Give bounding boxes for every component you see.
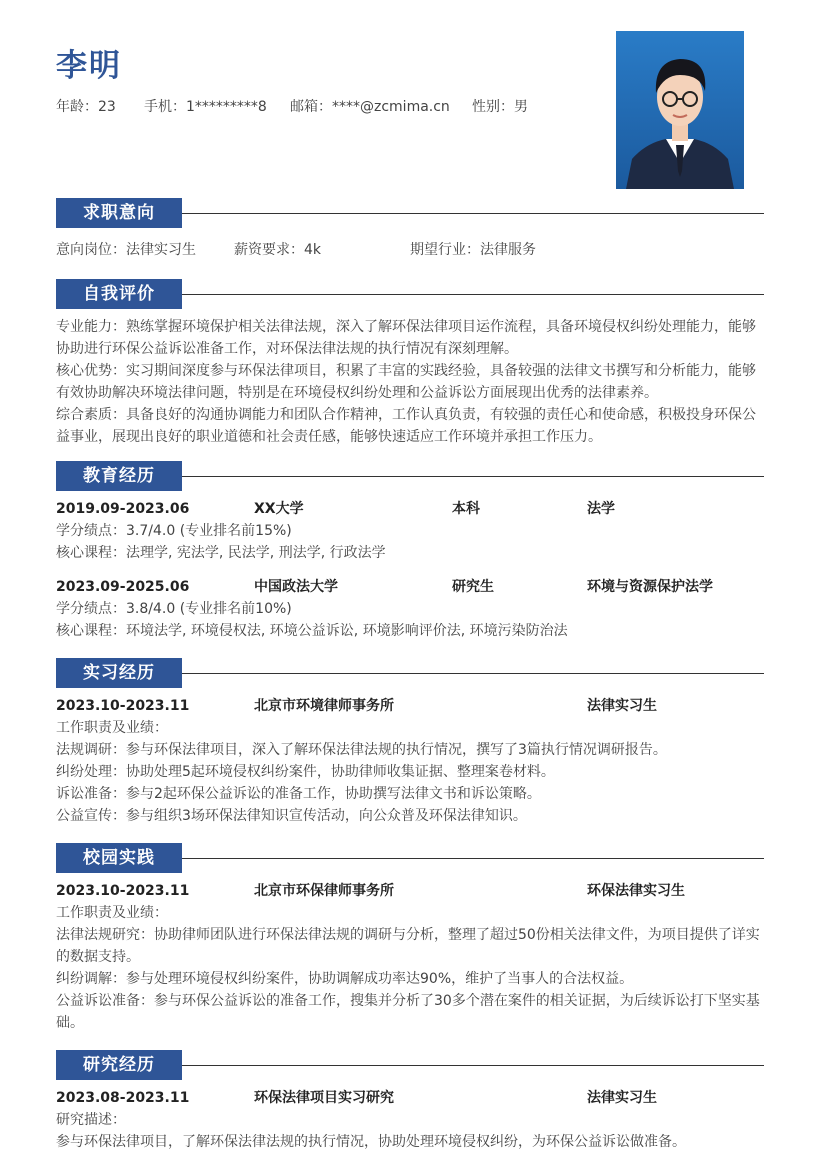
section-title: 求职意向 [56, 198, 182, 228]
intent-industry: 期望行业：法律服务 [410, 242, 536, 258]
section-header [56, 198, 764, 228]
research-line: 研究描述： [56, 1112, 126, 1128]
intern-line: 法规调研：参与环保法律项目，深入了解环保法律法规的执行情况，撰写了3篇执行情况调研报告。 [56, 742, 667, 758]
profile-photo [616, 31, 744, 189]
intern-line: 公益宣传：参与组织3场环保法律知识宣传活动，向公众普及环保法律知识。 [56, 808, 527, 824]
self-eval-paragraph: 核心优势：实习期间深度参与环保法律项目，积累了丰富的实践经验，具备较强的法律文书撰写和分析能力，能够有效协助解决环境法律问题，特别是在环境侵权纠纷处理和公益诉讼方面展现出优秀的法律素养。 [56, 363, 756, 401]
section-divider [182, 1065, 764, 1066]
section-title: 自我评价 [56, 279, 182, 309]
email: 邮箱：****@zcmima.cn [290, 99, 450, 115]
intern-line: 纠纷处理：协助处理5起环境侵权纠纷案件，协助律师收集证据、整理案卷材料。 [56, 764, 555, 780]
campus-line: 法律法规研究：协助律师团队进行环保法律法规的调研与分析，整理了超过50份相关法律文件，为项目提供了详实的数据支持。 [56, 927, 760, 965]
self-eval-paragraph: 专业能力：熟练掌握环境保护相关法律法规，深入了解环保法律项目运作流程，具备环境侵权纠纷处理能力，能够协助进行环保公益诉讼准备工作，对环保法律法规的执行情况有深刻理解。 [56, 319, 756, 357]
research-line: 参与环保法律项目，了解环保法律法规的执行情况，协助处理环境侵权纠纷，为环保公益诉讼做准备。 [56, 1134, 686, 1150]
intern-role: 法律实习生 [587, 698, 657, 714]
section-title: 研究经历 [56, 1050, 182, 1080]
intern-line: 诉讼准备：参与2起环保公益诉讼的准备工作，协助撰写法律文书和诉讼策略。 [56, 786, 541, 802]
self-evaluation-section [56, 279, 764, 448]
edu-major: 法学 [587, 501, 615, 517]
intent-position: 意向岗位：法律实习生 [56, 242, 196, 258]
education-entry [56, 576, 764, 642]
campus-line: 公益诉讼准备：参与环保公益诉讼的准备工作，搜集并分析了30多个潜在案件的相关证据，为后续诉讼打下坚实基础。 [56, 993, 760, 1031]
phone: 手机：1*********8 [144, 99, 267, 115]
edu-gpa: 学分绩点：3.8/4.0 (专业排名前10%) [56, 601, 292, 617]
job-intent-section [56, 198, 764, 261]
edu-period: 2023.09-2025.06 [56, 579, 190, 595]
section-header [56, 1050, 764, 1080]
edu-gpa: 学分绩点：3.7/4.0 (专业排名前15%) [56, 523, 292, 539]
edu-degree: 本科 [452, 501, 480, 517]
edu-degree: 研究生 [452, 579, 494, 595]
section-header [56, 461, 764, 491]
research-role: 法律实习生 [587, 1090, 657, 1106]
section-divider [182, 294, 764, 295]
edu-school: XX大学 [254, 501, 304, 517]
education-entry [56, 498, 764, 564]
intern-line: 工作职责及业绩： [56, 720, 168, 736]
intern-period: 2023.10-2023.11 [56, 698, 190, 714]
intent-row [56, 239, 764, 261]
section-divider [182, 858, 764, 859]
gender: 性别：男 [472, 99, 528, 115]
edu-courses: 核心课程：环境法学, 环境侵权法, 环境公益诉讼, 环境影响评价法, 环境污染防治法 [56, 623, 568, 639]
campus-practice-section [56, 843, 764, 1034]
section-header [56, 658, 764, 688]
research-period: 2023.08-2023.11 [56, 1090, 190, 1106]
campus-line: 工作职责及业绩： [56, 905, 168, 921]
section-divider [182, 673, 764, 674]
education-section [56, 461, 764, 642]
intern-org: 北京市环境律师事务所 [254, 698, 394, 714]
edu-courses: 核心课程：法理学, 宪法学, 民法学, 刑法学, 行政法学 [56, 545, 386, 561]
campus-period: 2023.10-2023.11 [56, 883, 190, 899]
section-divider [182, 213, 764, 214]
section-divider [182, 476, 764, 477]
edu-school: 中国政法大学 [254, 579, 338, 595]
internship-section [56, 658, 764, 827]
research-project: 环保法律项目实习研究 [254, 1090, 394, 1106]
section-header [56, 279, 764, 309]
edu-period: 2019.09-2023.06 [56, 501, 190, 517]
campus-line: 纠纷调解：参与处理环境侵权纠纷案件，协助调解成功率达90%，维护了当事人的合法权益。 [56, 971, 634, 987]
age: 年龄：23 [56, 99, 116, 115]
edu-major: 环境与资源保护法学 [587, 579, 713, 595]
section-title: 实习经历 [56, 658, 182, 688]
campus-role: 环保法律实习生 [587, 883, 685, 899]
intent-salary: 薪资要求：4k [234, 242, 322, 258]
section-header [56, 843, 764, 873]
personal-info [56, 96, 528, 116]
research-section [56, 1050, 764, 1153]
section-title: 教育经历 [56, 461, 182, 491]
campus-org: 北京市环保律师事务所 [254, 883, 394, 899]
section-title: 校园实践 [56, 843, 182, 873]
candidate-name: 李明 [56, 48, 122, 84]
self-eval-paragraph: 综合素质：具备良好的沟通协调能力和团队合作精神，工作认真负责，有较强的责任心和使命感，积极投身环保公益事业，展现出良好的职业道德和社会责任感，能够快速适应工作环境并承担工作压力。 [56, 407, 756, 445]
